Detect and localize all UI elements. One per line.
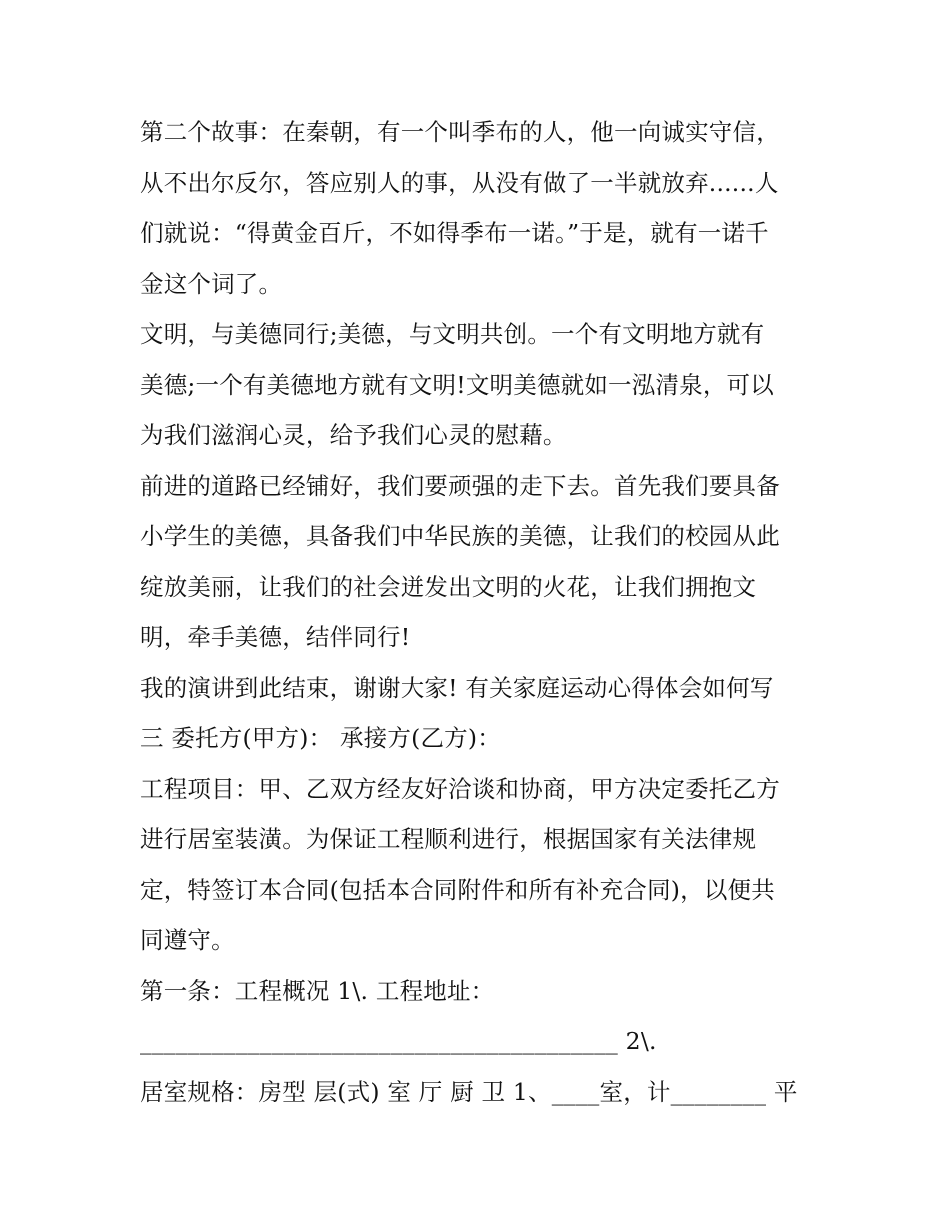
text-line-15: 进行居室装潢。为保证工程顺利进行，根据国家有关法律规 (140, 825, 757, 853)
text-line-10: 绽放美丽，让我们的社会迸发出文明的火花，让我们拥抱文 (140, 572, 757, 601)
text-line-4: 金这个词了。 (140, 269, 283, 298)
text-line-1: 第二个故事：在秦朝，有一个叫季布的人，他一向诚实守信， (140, 118, 780, 146)
text-line-7: 为我们滋润心灵，给予我们心灵的慰藉。 (140, 421, 567, 449)
text-line-14: 工程项目：甲、乙双方经友好洽谈和协商，甲方决定委托乙方 (140, 774, 780, 803)
text-line-2: 从不出尔反尔，答应别人的事，从没有做了一半就放弃......人 (140, 168, 779, 197)
text-line-20: 居室规格：房型 层(式) 室 厅 厨 卫 1、____室，计________ 平 (140, 1077, 798, 1106)
text-line-5: 文明，与美德同行;美德，与文明共创。一个有文明地方就有 (140, 320, 765, 348)
text-line-17: 同遵守。 (140, 926, 235, 954)
text-line-9: 小学生的美德，具备我们中华民族的美德，让我们的校园从此 (140, 522, 780, 550)
text-line-11: 明，牵手美德，结伴同行! (140, 623, 411, 651)
document-body (140, 107, 820, 1117)
text-line-16: 定，特签订本合同(包括本合同附件和所有补充合同)，以便共 (140, 875, 775, 904)
text-line-18: 第一条：工程概况 1\. 工程地址： (140, 976, 495, 1005)
text-line-3: 们就说：“得黄金百斤，不如得季布一诺。”于是，就有一诺千 (140, 219, 769, 247)
text-line-19: ________________________________________ 2\. (140, 1027, 657, 1055)
text-line-13: 三 委托方(甲方)： 承接方(乙方)： (140, 724, 501, 752)
text-line-8: 前进的道路已经铺好，我们要顽强的走下去。首先我们要具备 (140, 471, 780, 500)
text-line-6: 美德;一个有美德地方就有文明!文明美德就如一泓清泉，可以 (140, 370, 774, 399)
text-line-12: 我的演讲到此结束，谢谢大家! 有关家庭运动心得体会如何写 (140, 673, 774, 702)
